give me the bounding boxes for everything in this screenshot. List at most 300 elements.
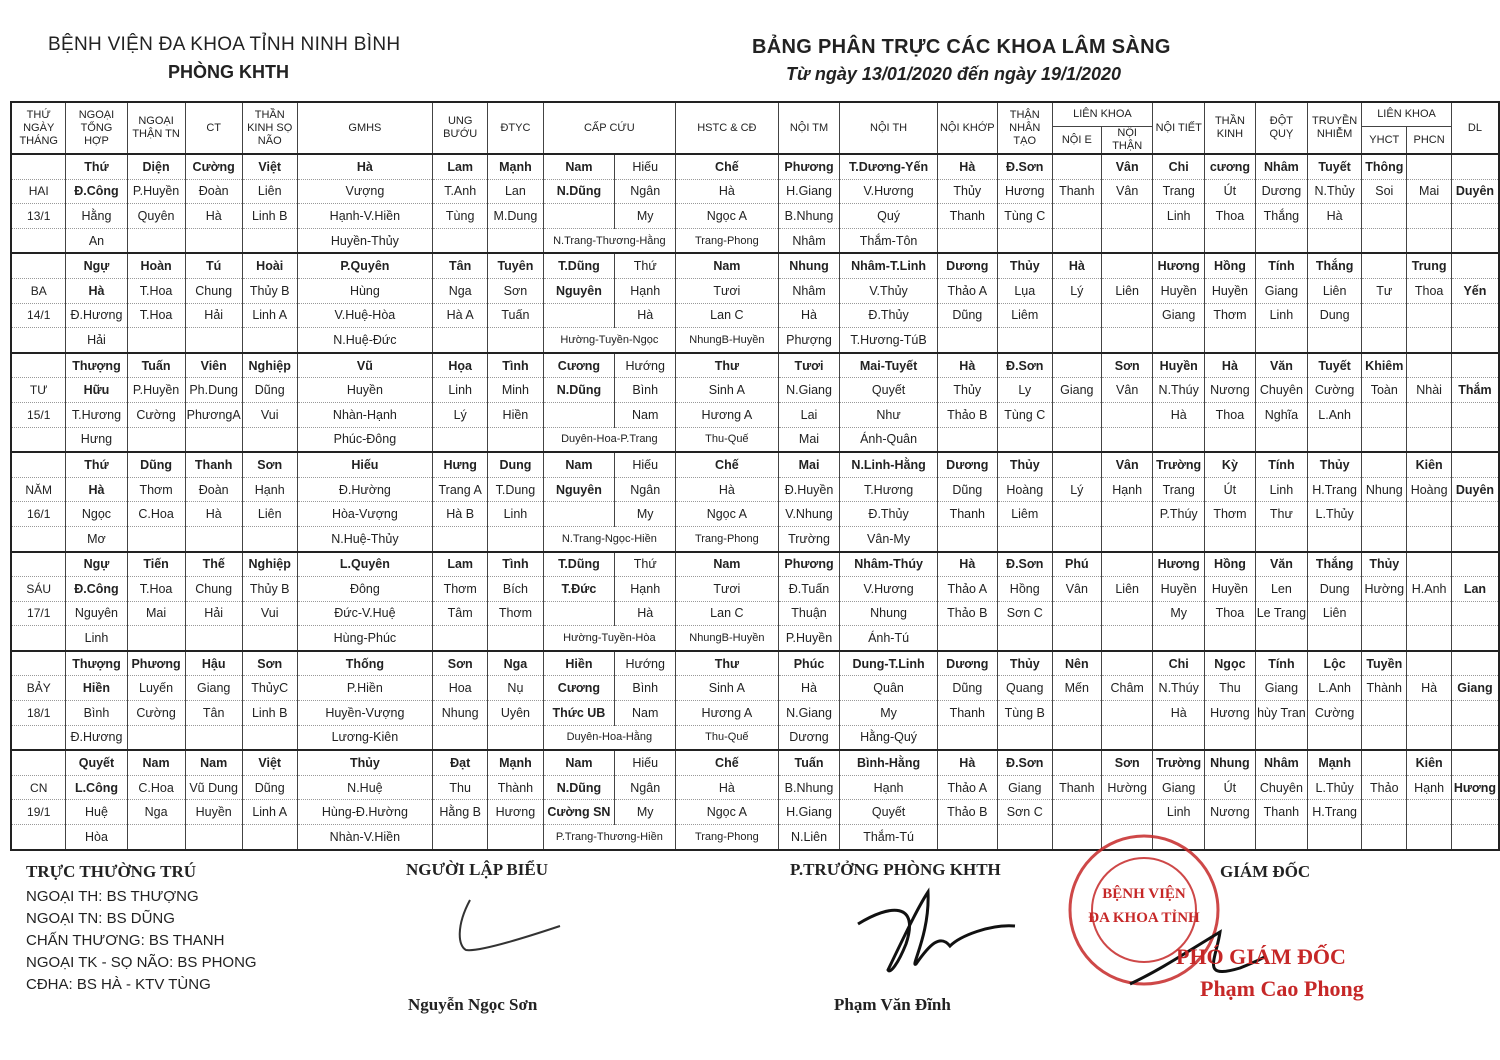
table-cell: Văn: [1255, 353, 1307, 378]
table-row: [11, 750, 1499, 775]
table-row: [11, 502, 1499, 527]
table-cell: Vượng: [297, 179, 432, 204]
table-cell: [1255, 526, 1307, 551]
table-cell: [543, 502, 615, 527]
table-cell: Sơn C: [997, 601, 1052, 626]
table-row: [11, 353, 1499, 378]
table-cell: Nhàn-V.Hiền: [297, 825, 432, 850]
table-cell: V.Hương: [840, 577, 937, 602]
table-cell: [1451, 825, 1499, 850]
table-cell: Thứ: [66, 154, 127, 179]
table-cell: Hiếu: [615, 750, 676, 775]
table-cell: hùy Tran: [1255, 701, 1307, 726]
day-date: 15/1: [11, 402, 66, 427]
table-cell: Nam: [543, 154, 615, 179]
day-cell: [11, 253, 66, 278]
table-cell: Ngân: [615, 775, 676, 800]
table-cell: Dũng: [242, 378, 297, 403]
table-cell: [1308, 725, 1362, 750]
table-cell: L.Anh: [1308, 402, 1362, 427]
table-cell: Hà: [676, 775, 778, 800]
table-cell: [937, 427, 997, 452]
col-ct: CT: [185, 102, 242, 154]
table-cell: Kiên: [1407, 750, 1452, 775]
table-cell: [127, 725, 185, 750]
table-cell: Mạnh: [488, 154, 543, 179]
table-cell: Tình: [488, 353, 543, 378]
table-cell: [1052, 204, 1102, 229]
resident-line: CĐHA: BS HÀ - KTV TÙNG: [26, 976, 211, 993]
table-cell: V.Nhung: [778, 502, 840, 527]
table-cell: Linh: [66, 626, 127, 651]
table-cell: Hà: [615, 303, 676, 328]
table-cell: Nhâm: [1255, 154, 1307, 179]
table-cell: Nam: [676, 552, 778, 577]
table-cell: Vũ: [297, 353, 432, 378]
table-cell: Thu-Quế: [676, 427, 778, 452]
table-cell: N.Dũng: [543, 179, 615, 204]
table-cell: Tú: [185, 253, 242, 278]
table-cell: Hà B: [433, 502, 488, 527]
table-cell: Nguyên: [543, 278, 615, 303]
table-cell: [1308, 825, 1362, 850]
table-cell: [1052, 750, 1102, 775]
table-cell: [1451, 651, 1499, 676]
table-cell: [1407, 228, 1452, 253]
table-cell: H.Trang: [1308, 477, 1362, 502]
table-cell: Thủy: [1308, 452, 1362, 477]
table-cell: Vui: [242, 601, 297, 626]
table-cell: Út: [1205, 477, 1256, 502]
col-cap-cuu: CẤP CỨU: [543, 102, 676, 154]
table-cell: Phúc-Đông: [297, 427, 432, 452]
table-cell: Mai: [1407, 179, 1452, 204]
table-cell: Thứ: [66, 452, 127, 477]
table-cell: PhươngA: [185, 402, 242, 427]
table-cell: [997, 328, 1052, 353]
day-cell: [11, 552, 66, 577]
table-cell: Cường: [127, 701, 185, 726]
table-cell: Hùng-Phúc: [297, 626, 432, 651]
table-cell: Giang: [1153, 775, 1205, 800]
table-cell: [1451, 502, 1499, 527]
table-cell: [1205, 427, 1256, 452]
table-cell: Đ.Hương: [66, 725, 127, 750]
table-cell: [1451, 526, 1499, 551]
svg-text:ĐA KHOA TỈNH: ĐA KHOA TỈNH: [1088, 910, 1200, 926]
table-cell: Cương: [543, 353, 615, 378]
table-cell: N.Huệ-Thủy: [297, 526, 432, 551]
table-cell: Ngân: [615, 179, 676, 204]
table-cell: My: [615, 800, 676, 825]
table-cell: P.Hiền: [297, 676, 432, 701]
table-cell: Thoa: [1407, 278, 1452, 303]
table-cell: Liên: [1102, 577, 1153, 602]
table-cell: Tùng C: [997, 402, 1052, 427]
table-cell: [1102, 228, 1153, 253]
table-cell: [1362, 328, 1407, 353]
table-cell: Trường: [778, 526, 840, 551]
table-row: [11, 452, 1499, 477]
table-cell: T.Anh: [433, 179, 488, 204]
table-cell: Dũng: [937, 676, 997, 701]
table-cell: [1255, 427, 1307, 452]
table-cell: [1451, 427, 1499, 452]
table-cell: Nam: [185, 750, 242, 775]
table-cell: [488, 725, 543, 750]
table-cell: Lan: [1451, 577, 1499, 602]
col-lien-khoa-2: LIÊN KHOA: [1362, 102, 1452, 127]
resident-line: NGOẠI TN: BS DŨNG: [26, 910, 175, 927]
table-cell: Hạnh: [840, 775, 937, 800]
table-cell: [433, 427, 488, 452]
table-cell: [1102, 725, 1153, 750]
table-cell: Giang: [1451, 676, 1499, 701]
table-cell: Tâm: [433, 601, 488, 626]
table-cell: Yến: [1451, 278, 1499, 303]
table-cell: An: [66, 228, 127, 253]
table-cell: Hà: [1407, 676, 1452, 701]
table-cell: Ngân: [615, 477, 676, 502]
table-cell: Liên: [242, 179, 297, 204]
table-cell: [488, 328, 543, 353]
table-cell: Ánh-Quân: [840, 427, 937, 452]
table-cell: T.Dũng: [543, 253, 615, 278]
day-label: BA: [11, 278, 66, 303]
table-cell: Hồng: [1205, 253, 1256, 278]
table-cell: L.Công: [66, 775, 127, 800]
table-cell: Thư: [676, 651, 778, 676]
table-cell: Thảo A: [937, 278, 997, 303]
table-cell: Thơm: [433, 577, 488, 602]
table-cell: [1362, 303, 1407, 328]
table-cell: [1102, 701, 1153, 726]
table-cell: Hà: [185, 502, 242, 527]
date-range: Từ ngày 13/01/2020 đến ngày 19/1/2020: [786, 64, 1122, 84]
table-cell: T.Dũng: [543, 552, 615, 577]
table-cell: P.Huyền: [778, 626, 840, 651]
table-cell: [997, 725, 1052, 750]
table-cell: Hương: [1153, 552, 1205, 577]
table-row: [11, 477, 1499, 502]
table-cell: Hoàng: [997, 477, 1052, 502]
col-dl: DL: [1451, 102, 1499, 154]
table-cell: Hiền: [488, 402, 543, 427]
table-cell: Thảo B: [937, 800, 997, 825]
table-cell: Tuấn: [127, 353, 185, 378]
table-cell: [1451, 601, 1499, 626]
table-cell: [1102, 502, 1153, 527]
table-cell: [185, 626, 242, 651]
table-cell: [1407, 626, 1452, 651]
col-gmhs: GMHS: [297, 102, 432, 154]
table-cell: Vân: [1102, 179, 1153, 204]
table-cell: Đ.Sơn: [997, 750, 1052, 775]
table-cell: Linh A: [242, 303, 297, 328]
col-than-kinh: THẦN KINH: [1205, 102, 1256, 154]
table-cell: [997, 228, 1052, 253]
table-cell: [1102, 526, 1153, 551]
table-row: [11, 651, 1499, 676]
table-cell: T.Hoa: [127, 278, 185, 303]
table-cell: Chuyên: [1255, 378, 1307, 403]
table-cell: [1407, 526, 1452, 551]
table-cell: Hạnh: [1407, 775, 1452, 800]
table-cell: Đ.Huyền: [778, 477, 840, 502]
table-cell: [1308, 626, 1362, 651]
table-cell: [1052, 228, 1102, 253]
table-cell: Hà: [937, 552, 997, 577]
table-cell: Nghiệp: [242, 353, 297, 378]
table-cell: [185, 526, 242, 551]
table-cell: [185, 328, 242, 353]
table-cell: Khiêm: [1362, 353, 1407, 378]
table-cell: Huệ: [66, 800, 127, 825]
table-cell: [433, 725, 488, 750]
table-cell: Hải: [185, 303, 242, 328]
table-cell: T.Dung: [488, 477, 543, 502]
table-cell: [1308, 228, 1362, 253]
table-cell: Nhâm-T.Linh: [840, 253, 937, 278]
table-cell: Mến: [1052, 676, 1102, 701]
table-cell: Nhâm-Thúy: [840, 552, 937, 577]
table-cell: [1153, 725, 1205, 750]
col-noi-th: NỘI TH: [840, 102, 937, 154]
table-cell: [543, 402, 615, 427]
table-cell: [185, 228, 242, 253]
table-cell: Dũng: [937, 477, 997, 502]
table-cell: B.Nhung: [778, 775, 840, 800]
table-cell: Hằng-Quý: [840, 725, 937, 750]
table-cell: Thanh: [1052, 179, 1102, 204]
table-cell: Phú: [1052, 552, 1102, 577]
table-cell: Thủy B: [242, 577, 297, 602]
table-cell: [1407, 303, 1452, 328]
table-cell: N.Dũng: [543, 378, 615, 403]
table-cell: Thanh: [937, 701, 997, 726]
table-cell: [185, 725, 242, 750]
table-cell: Đ.Sơn: [997, 353, 1052, 378]
table-cell: Hương: [1153, 253, 1205, 278]
table-cell: [1205, 526, 1256, 551]
table-cell: Thơm: [1205, 502, 1256, 527]
table-cell: Lam: [433, 154, 488, 179]
table-cell: [1052, 402, 1102, 427]
table-cell: [185, 427, 242, 452]
table-cell: Linh: [1255, 477, 1307, 502]
table-cell: [937, 328, 997, 353]
vice-director-name: Phạm Cao Phong: [1200, 976, 1364, 1001]
document-title: BẢNG PHÂN TRỰC CÁC KHOA LÂM SÀNG: [752, 36, 1171, 58]
table-cell: Thắm-Tú: [840, 825, 937, 850]
table-cell: Hà: [1052, 253, 1102, 278]
table-row: [11, 800, 1499, 825]
table-cell: [1102, 601, 1153, 626]
table-cell: Huyền-Thủy: [297, 228, 432, 253]
table-cell: Quyên: [127, 204, 185, 229]
table-cell: Nụ: [488, 676, 543, 701]
table-cell: Cường: [1308, 378, 1362, 403]
table-cell: Đ.Thủy: [840, 502, 937, 527]
table-cell: Thắng: [1308, 253, 1362, 278]
table-cell: Phương: [778, 154, 840, 179]
table-cell: Hương: [997, 179, 1052, 204]
table-cell: [1362, 502, 1407, 527]
table-row: [11, 552, 1499, 577]
table-cell: [1102, 800, 1153, 825]
table-cell: [242, 526, 297, 551]
table-cell: Tính: [1255, 651, 1307, 676]
table-cell: Thắm-Tôn: [840, 228, 937, 253]
resident-line: NGOẠI TH: BS THƯỢNG: [26, 888, 199, 905]
table-cell: Thành: [488, 775, 543, 800]
maker-signature: [448, 886, 568, 966]
table-cell: Liên: [1102, 278, 1153, 303]
table-cell: Lý: [1052, 477, 1102, 502]
table-cell: Trang A: [433, 477, 488, 502]
table-cell: Linh B: [242, 701, 297, 726]
table-cell: Thủy: [937, 179, 997, 204]
table-cell: [1451, 154, 1499, 179]
table-cell: Lộc: [1308, 651, 1362, 676]
table-cell: Hằng: [66, 204, 127, 229]
table-cell: Ngự: [66, 552, 127, 577]
day-cell: [11, 626, 66, 651]
table-cell: Linh: [1153, 800, 1205, 825]
table-cell: Linh B: [242, 204, 297, 229]
table-row: [11, 204, 1499, 229]
table-cell: [1407, 502, 1452, 527]
table-cell: Kỳ: [1205, 452, 1256, 477]
table-cell: [1102, 552, 1153, 577]
table-cell: Thủy: [937, 378, 997, 403]
day-date: 16/1: [11, 502, 66, 527]
table-cell: [1255, 626, 1307, 651]
table-cell: Thư: [1255, 502, 1307, 527]
table-cell: Hà: [615, 601, 676, 626]
table-cell: Sinh A: [676, 378, 778, 403]
table-cell: C.Hoa: [127, 775, 185, 800]
table-cell: [1451, 800, 1499, 825]
col-yhct: YHCT: [1362, 127, 1407, 155]
table-cell: [1102, 427, 1153, 452]
table-cell: Họa: [433, 353, 488, 378]
table-cell: [1451, 204, 1499, 229]
table-cell: Lương-Kiên: [297, 725, 432, 750]
table-cell: Thanh: [1255, 800, 1307, 825]
table-cell: Hiếu: [297, 452, 432, 477]
table-cell: Nga: [127, 800, 185, 825]
table-cell: [1362, 402, 1407, 427]
table-cell: Quý: [840, 204, 937, 229]
table-cell: Hùng: [297, 278, 432, 303]
table-cell: [1255, 228, 1307, 253]
table-cell: Phượng: [778, 328, 840, 353]
table-cell: Tân: [185, 701, 242, 726]
table-cell: Dung-T.Linh: [840, 651, 937, 676]
table-cell: Thu-Quế: [676, 725, 778, 750]
table-cell: Hà: [778, 676, 840, 701]
col-noi-tm: NỘI TM: [778, 102, 840, 154]
table-cell: N.Linh-Hằng: [840, 452, 937, 477]
day-cell: [11, 526, 66, 551]
table-row: [11, 526, 1499, 551]
table-cell: Phương: [778, 552, 840, 577]
table-cell: Hiếu: [615, 452, 676, 477]
table-cell: Nên: [1052, 651, 1102, 676]
day-date: 19/1: [11, 800, 66, 825]
table-cell: Kiên: [1407, 452, 1452, 477]
table-cell: Liêm: [997, 303, 1052, 328]
maker-name: Nguyễn Ngọc Sơn: [408, 995, 538, 1014]
table-cell: Nam: [615, 402, 676, 427]
table-cell: [1362, 825, 1407, 850]
table-cell: Thoa: [1205, 601, 1256, 626]
table-cell: [1052, 800, 1102, 825]
table-cell: Thơm: [1205, 303, 1256, 328]
table-cell: Hà: [1205, 353, 1256, 378]
table-cell: Diện: [127, 154, 185, 179]
table-cell: [1362, 626, 1407, 651]
table-cell: [1102, 204, 1153, 229]
col-ngoai-than-tn: NGOẠI THẬN TN: [127, 102, 185, 154]
table-cell: Nam: [543, 750, 615, 775]
day-label: HAI: [11, 179, 66, 204]
table-cell: Ngọc A: [676, 800, 778, 825]
table-cell: Duyên-Hoa-Hằng: [543, 725, 676, 750]
table-cell: P.Trang-Thương-Hiền: [543, 825, 676, 850]
table-cell: Út: [1205, 179, 1256, 204]
table-row: [11, 278, 1499, 303]
table-cell: Duyên: [1451, 477, 1499, 502]
table-cell: Sơn: [242, 651, 297, 676]
table-cell: Ngọc A: [676, 204, 778, 229]
table-cell: Dung: [1308, 577, 1362, 602]
table-cell: Cường: [1308, 701, 1362, 726]
table-cell: Đoàn: [185, 477, 242, 502]
col-noi-tiet: NỘI TIẾT: [1153, 102, 1205, 154]
table-cell: Hà: [1308, 204, 1362, 229]
table-cell: P.Quyên: [297, 253, 432, 278]
table-cell: Thức UB: [543, 701, 615, 726]
table-cell: [1362, 701, 1407, 726]
table-cell: Thoa: [1205, 402, 1256, 427]
table-cell: [1407, 552, 1452, 577]
table-cell: [1407, 328, 1452, 353]
table-cell: My: [840, 701, 937, 726]
table-cell: Chế: [676, 750, 778, 775]
table-cell: Hoàng: [1407, 477, 1452, 502]
table-cell: N.Dũng: [543, 775, 615, 800]
table-cell: Nghĩa: [1255, 402, 1307, 427]
table-cell: Châm: [1102, 676, 1153, 701]
table-cell: Thơm: [127, 477, 185, 502]
table-cell: Hà: [1153, 402, 1205, 427]
table-cell: [1153, 228, 1205, 253]
table-row: [11, 154, 1499, 179]
table-cell: My: [1153, 601, 1205, 626]
table-cell: Thư: [676, 353, 778, 378]
deputy-name: Phạm Văn Đĩnh: [834, 995, 951, 1014]
duty-roster-table: [10, 101, 1500, 851]
table-cell: [127, 626, 185, 651]
table-cell: Liên: [1308, 278, 1362, 303]
table-cell: Lan: [488, 179, 543, 204]
table-cell: [433, 626, 488, 651]
table-cell: Thủy: [997, 651, 1052, 676]
table-cell: [937, 725, 997, 750]
table-cell: [1451, 701, 1499, 726]
